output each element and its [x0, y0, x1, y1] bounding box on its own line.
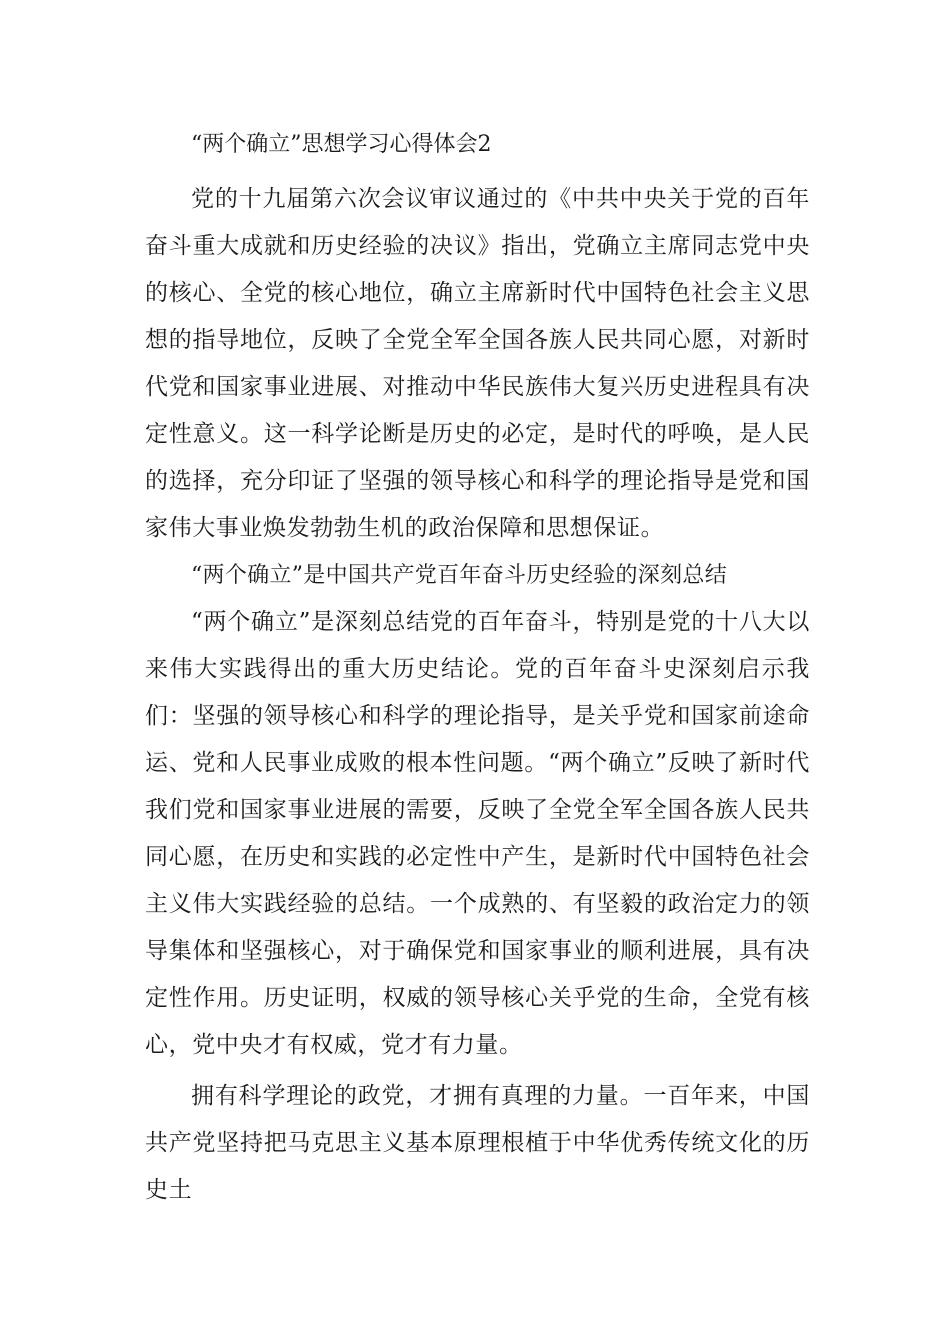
document-body [145, 130, 810, 1214]
section-subheading: “两个确立”是中国共产党百年奋斗历史经验的深刻总结 [191, 563, 727, 588]
paragraph-intro: 党的十九届第六次会议审议通过的《中共中央关于党的百年奋斗重大成就和历史经验的决议》指出，党确立主席同志党中央的核心、全党的核心地位，确立主席新时代中国特色社会主义思想的指导地位，反映了全党全军全国各族人民共同心愿，对新时代党和国家事业进展、对推动中华民族伟大复兴历史进程具有决定性意义。这一科学论断是历史的必定，是时代的呼唤，是人民的选择，充分印证了坚强的领导核心和科学的理论指导是党和国家伟大事业焕发勃勃生机的政治保障和思想保证。 [145, 186, 810, 541]
paragraph-theory: 拥有科学理论的政党，才拥有真理的力量。一百年来，中国共产党坚持把马克思主义基本原理根植于中华优秀传统文化的历史土 [145, 1083, 810, 1203]
document-title: “两个确立”思想学习心得体会2 [191, 132, 492, 157]
paragraph-summary: “两个确立”是深刻总结党的百年奋斗，特别是党的十八大以来伟大实践得出的重大历史结论。党的百年奋斗史深刻启示我们：坚强的领导核心和科学的理论指导，是关乎党和国家前途命运、党和人民事业成败的根本性问题。“两个确立”反映了新时代我们党和国家事业进展的需要，反映了全党全军全国各族人民共同心愿，在历史和实践的必定性中产生，是新时代中国特色社会主义伟大实践经验的总结。一个成熟的、有坚毅的政治定力的领导集体和坚强核心，对于确保党和国家事业的顺利进展，具有决定性作用。历史证明，权威的领导核心关乎党的生命，全党有核心，党中央才有权威，党才有力量。 [145, 609, 810, 1058]
